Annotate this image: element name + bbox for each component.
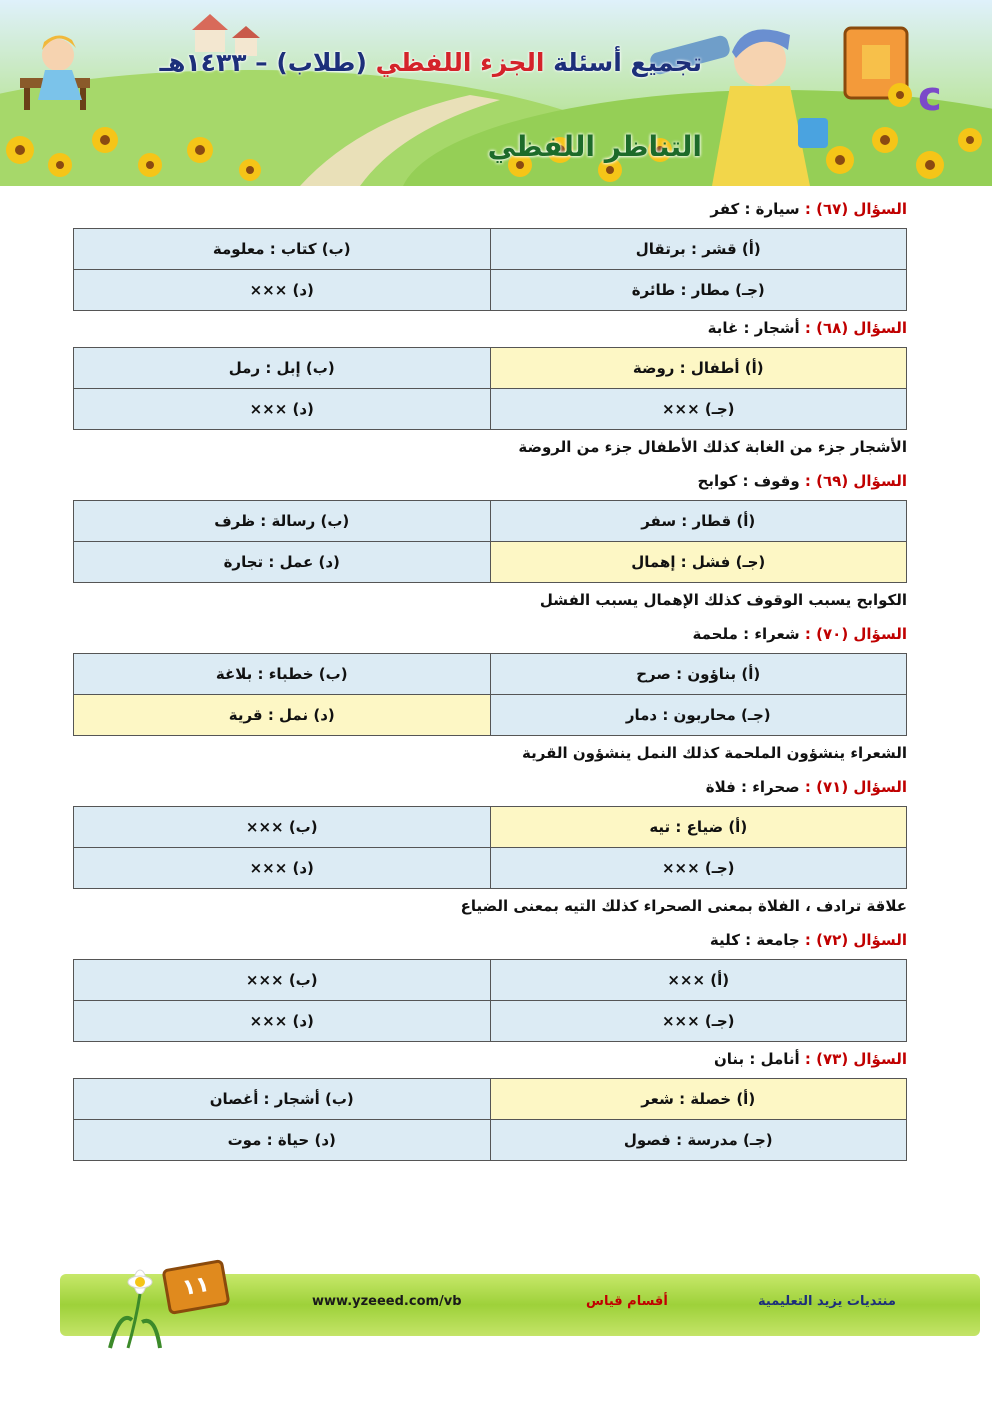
question-label: السؤال (٧٣) : (804, 1050, 907, 1068)
footer (0, 1260, 992, 1350)
question-stem: أنامل : بنان (713, 1050, 800, 1068)
question-stem: أشجار : غابة (707, 319, 800, 337)
question-heading (73, 923, 907, 957)
option-b: (ب) أشجار : أغصان (74, 1079, 491, 1120)
options-table (73, 806, 907, 889)
question-heading (73, 770, 907, 804)
option-a: (أ) بناؤون : صرح (490, 654, 907, 695)
option-c-correct: (جـ) فشل : إهمال (490, 542, 907, 583)
question-label: السؤال (٦٩) : (804, 472, 907, 490)
answer-explanation: الشعراء ينشؤون الملحمة كذلك النمل ينشؤون القرية (522, 744, 907, 762)
answer-explanation: الكوابح يسبب الوقوف كذلك الإهمال يسبب الفشل (539, 591, 907, 609)
option-a-correct: (أ) أطفال : روضة (490, 348, 907, 389)
question-stem: سيارة : كفر (710, 200, 800, 218)
option-b: (ب) إبل : رمل (74, 348, 491, 389)
option-b: (ب) رسالة : ظرف (74, 501, 491, 542)
options-table (73, 959, 907, 1042)
options-table (73, 347, 907, 430)
question-stem: شعراء : ملحمة (692, 625, 800, 643)
options-table (73, 1078, 907, 1161)
option-c: (جـ) ××× (490, 1001, 907, 1042)
title-part3: (طلاب) – ١٤٣٣هـ (159, 48, 376, 77)
question-heading (73, 192, 907, 226)
question-stem: جامعة : كلية (709, 931, 800, 949)
option-b: (ب) خطباء : بلاغة (74, 654, 491, 695)
option-d-correct: (د) نمل : قرية (74, 695, 491, 736)
question-label: السؤال (٧٢) : (804, 931, 907, 949)
page-title (160, 48, 702, 77)
option-c: (جـ) مطار : طائرة (490, 270, 907, 311)
header-banner (0, 0, 992, 186)
option-a-correct: (أ) ضياع : تيه (490, 807, 907, 848)
question-heading (73, 464, 907, 498)
option-a: (أ) قطار : سفر (490, 501, 907, 542)
options-table (73, 500, 907, 583)
option-d: (د) ××× (74, 1001, 491, 1042)
question-heading (73, 617, 907, 651)
option-c: (جـ) محاربون : دمار (490, 695, 907, 736)
question-stem: صحراء : فلاة (705, 778, 800, 796)
option-b: (ب) ××× (74, 960, 491, 1001)
title-part1: تجميع أسئلة (544, 48, 702, 77)
question-heading (73, 1042, 907, 1076)
option-d: (د) ××× (74, 389, 491, 430)
option-d: (د) ××× (74, 270, 491, 311)
option-a: (أ) قشر : برتقال (490, 229, 907, 270)
question-label: السؤال (٧١) : (804, 778, 907, 796)
option-b: (ب) ××× (74, 807, 491, 848)
option-d: (د) ××× (74, 848, 491, 889)
title-highlight: الجزء اللفظي (375, 48, 545, 77)
option-c: (جـ) ××× (490, 848, 907, 889)
footer-section: أقسام قياس (586, 1294, 668, 1309)
question-heading (73, 311, 907, 345)
question-stem: وقوف : كوابح (697, 472, 800, 490)
footer-forum: منتديات يزيد التعليمية (758, 1294, 896, 1309)
options-table (73, 228, 907, 311)
questions-content (73, 192, 907, 1161)
answer-explanation: علاقة ترادف ، الفلاة بمعنى الصحراء كذلك التيه بمعنى الضياع (460, 897, 907, 915)
option-c: (جـ) ××× (490, 389, 907, 430)
option-a: (أ) ××× (490, 960, 907, 1001)
option-c: (جـ) مدرسة : فصول (490, 1120, 907, 1161)
option-d: (د) عمل : تجارة (74, 542, 491, 583)
question-label: السؤال (٦٨) : (804, 319, 907, 337)
page-subtitle: التناظر اللفظي (487, 130, 702, 163)
question-label: السؤال (٧٠) : (804, 625, 907, 643)
question-label: السؤال (٦٧) : (804, 200, 907, 218)
footer-url[interactable]: www.yzeeed.com/vb (312, 1294, 462, 1309)
option-b: (ب) كتاب : معلومة (74, 229, 491, 270)
options-table (73, 653, 907, 736)
option-a-correct: (أ) خصلة : شعر (490, 1079, 907, 1120)
answer-explanation: الأشجار جزء من الغابة كذلك الأطفال جزء من الروضة (518, 438, 907, 456)
page-number: ١١ (161, 1259, 230, 1315)
option-d: (د) حياة : موت (74, 1120, 491, 1161)
svg-text:c: c (918, 74, 942, 120)
